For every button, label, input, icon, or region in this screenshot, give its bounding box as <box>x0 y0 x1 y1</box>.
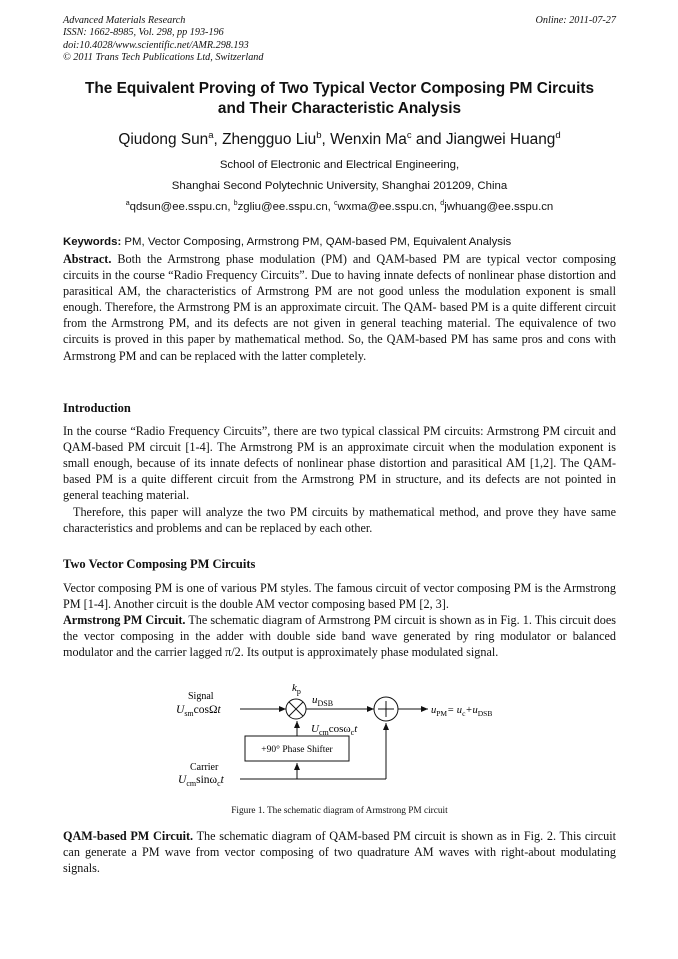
copyright-line: © 2011 Trans Tech Publications Ltd, Switzerland <box>63 52 264 64</box>
ucm-csub: c <box>350 728 355 737</box>
author-sep: , <box>321 131 331 148</box>
author: Zhengguo Liu <box>222 131 317 148</box>
ucm-t: t <box>354 723 358 735</box>
carrier-csub: c <box>217 779 221 788</box>
multiplier-symbol <box>286 699 306 719</box>
signal-u: U <box>176 704 185 716</box>
issn-line: ISSN: 1662-8985, Vol. 298, pp 193-196 <box>63 27 224 39</box>
out-eq: = u <box>447 705 463 716</box>
carrier-label: Carrier <box>190 762 219 773</box>
affiliation-line-2: Shanghai Second Polytechnic University, Shanghai 201209, China <box>171 180 508 192</box>
email[interactable]: zgliu@ee.sspu.cn, <box>237 201 334 213</box>
figure-caption: Figure 1. The schematic diagram of Armstrong PM circuit <box>231 806 448 816</box>
qam-paragraph <box>63 828 616 876</box>
doi-line: doi:10.4028/www.scientific.net/AMR.298.193 <box>63 39 249 51</box>
author: Qiudong Sun <box>118 131 209 148</box>
ucm-u: U <box>311 723 319 735</box>
author-mark: a <box>208 129 214 141</box>
signal-label: Signal <box>188 691 214 702</box>
qam-label: QAM-based PM Circuit. <box>63 829 194 843</box>
email[interactable]: qdsun@ee.sspu.cn, <box>129 201 234 213</box>
abstract-label: Abstract. <box>63 252 112 266</box>
armstrong-paragraph <box>63 612 616 660</box>
output-label <box>431 705 492 718</box>
author-mark: b <box>316 129 322 141</box>
section-heading-two-circuits: Two Vector Composing PM Circuits <box>63 557 256 571</box>
author-mark: c <box>406 129 412 141</box>
armstrong-text: The schematic diagram of Armstrong PM circuit is shown as in Fig. 1. This circuit does the vector composing in the adder with double side band wave generated by ring modulator or balanced modulator and the carrier lagged π/2. Its output is approximately phase modulated signal. <box>63 613 616 660</box>
author-sep: , <box>213 131 223 148</box>
carrier-sin: sinω <box>196 774 218 786</box>
keywords-label: Keywords: <box>63 236 122 248</box>
title-line-2: and Their Characteristic Analysis <box>217 100 462 117</box>
email-mark: a <box>125 200 130 208</box>
kp-k: k <box>292 682 297 694</box>
kp-sub: p <box>296 687 301 696</box>
author: Jiangwei Huang <box>445 131 556 148</box>
author-list <box>63 130 616 150</box>
journal-header <box>63 15 616 65</box>
keywords-text: PM, Vector Composing, Armstrong PM, QAM-based PM, Equivalent Analysis <box>124 236 512 248</box>
qam-text: The schematic diagram of QAM-based PM circuit is shown as in Fig. 2. This circuit can generate a PM wave from vector composing of two quadrature AM waves with right-about modulating signals. <box>63 829 616 876</box>
online-date: Online: 2011-07-27 <box>535 15 616 26</box>
adder-symbol <box>374 697 398 721</box>
signal-u-sub: sm <box>184 709 194 718</box>
section2-paragraph: Vector composing PM is one of various PM styles. The famous circuit of vector composing PM is the Armstrong PM [1-4]. Another circuit is the double AM vector composing based PM [2, 3]. <box>63 581 616 612</box>
carrier-u: U <box>178 774 187 786</box>
author-sep: and <box>411 131 446 148</box>
author-mark: d <box>555 129 561 141</box>
carrier-sub: cm <box>186 779 197 788</box>
intro-paragraph-1: In the course “Radio Frequency Circuits”, there are two typical classical PM circuits: Armstrong PM circuit and QAM-based PM circuit [1-4]. The Armstrong PM is an approximate circuit when the modulation exponent is small enough, because of its innate defects of nonlinear phase distortion and parasitical AM [1,2]. The QAM-based PM is a quite different circuit from the Armstrong PM in structure, and its defects are not pointed in general teaching material. <box>63 424 616 503</box>
udsb-label <box>312 694 333 708</box>
keywords <box>63 236 616 248</box>
ucm-label <box>311 723 358 737</box>
kp-label <box>292 682 301 696</box>
carrier-expression <box>178 774 225 788</box>
carrier-t: t <box>220 774 224 786</box>
intro-paragraph-2 <box>63 504 616 536</box>
signal-cos: cosΩ <box>193 704 218 716</box>
abstract <box>63 251 616 364</box>
affiliation-line-1: School of Electronic and Electrical Engineering, <box>219 159 460 171</box>
out-c: c <box>462 709 466 718</box>
ucm-sub: cm <box>318 728 329 737</box>
title-line-1: The Equivalent Proving of Two Typical Vector Composing PM Circuits <box>84 80 595 97</box>
email-mark: d <box>440 200 445 208</box>
out-plus: +u <box>465 705 478 716</box>
ucm-cos: cosω <box>328 723 351 735</box>
email-mark: b <box>233 200 238 208</box>
email[interactable]: jwhuang@ee.sspu.cn <box>444 201 554 213</box>
signal-t: t <box>217 704 221 716</box>
signal-expression <box>176 704 222 718</box>
out-dsb: DSB <box>477 709 493 718</box>
udsb-u: u <box>312 694 318 706</box>
email-mark: c <box>334 200 338 208</box>
intro-paragraph-2-text: Therefore, this paper will analyze the two PM circuits by mathematical method, and prove they have same characteristics and problems and can be replaced by each other. <box>63 505 616 536</box>
email[interactable]: wxma@ee.sspu.cn, <box>337 201 441 213</box>
section-heading-introduction: Introduction <box>63 401 131 415</box>
email-line <box>63 200 616 214</box>
phase-shifter-label: +90° Phase Shifter <box>261 745 333 755</box>
out-u: u <box>431 705 437 716</box>
paper-title <box>63 79 616 119</box>
armstrong-label: Armstrong PM Circuit. <box>63 613 186 627</box>
abstract-text: Both the Armstrong phase modulation (PM) and QAM-based PM are typical vector composing circuits in the course “Radio Frequency Circuits”. Due to having innate defects of nonlinear phase distortion and parasitical AM, the characteristics of Armstrong PM are not good unless the modulation exponent is small enough. Therefore, the Armstrong PM is an approximate circuit. The QAM- based PM is a quite different circuit from the Armstrong PM, and its defects are not given in general teaching material. The equivalence of two circuits is proved in this paper by mathematical method. So, the QAM-based PM has same pros and cons with Armstrong PM and can be replaced with the latter completely. <box>63 252 617 363</box>
author: Wenxin Ma <box>330 131 407 148</box>
out-sub: PM <box>436 709 448 718</box>
udsb-sub: DSB <box>317 699 334 708</box>
journal-name: Advanced Materials Research <box>63 15 186 26</box>
